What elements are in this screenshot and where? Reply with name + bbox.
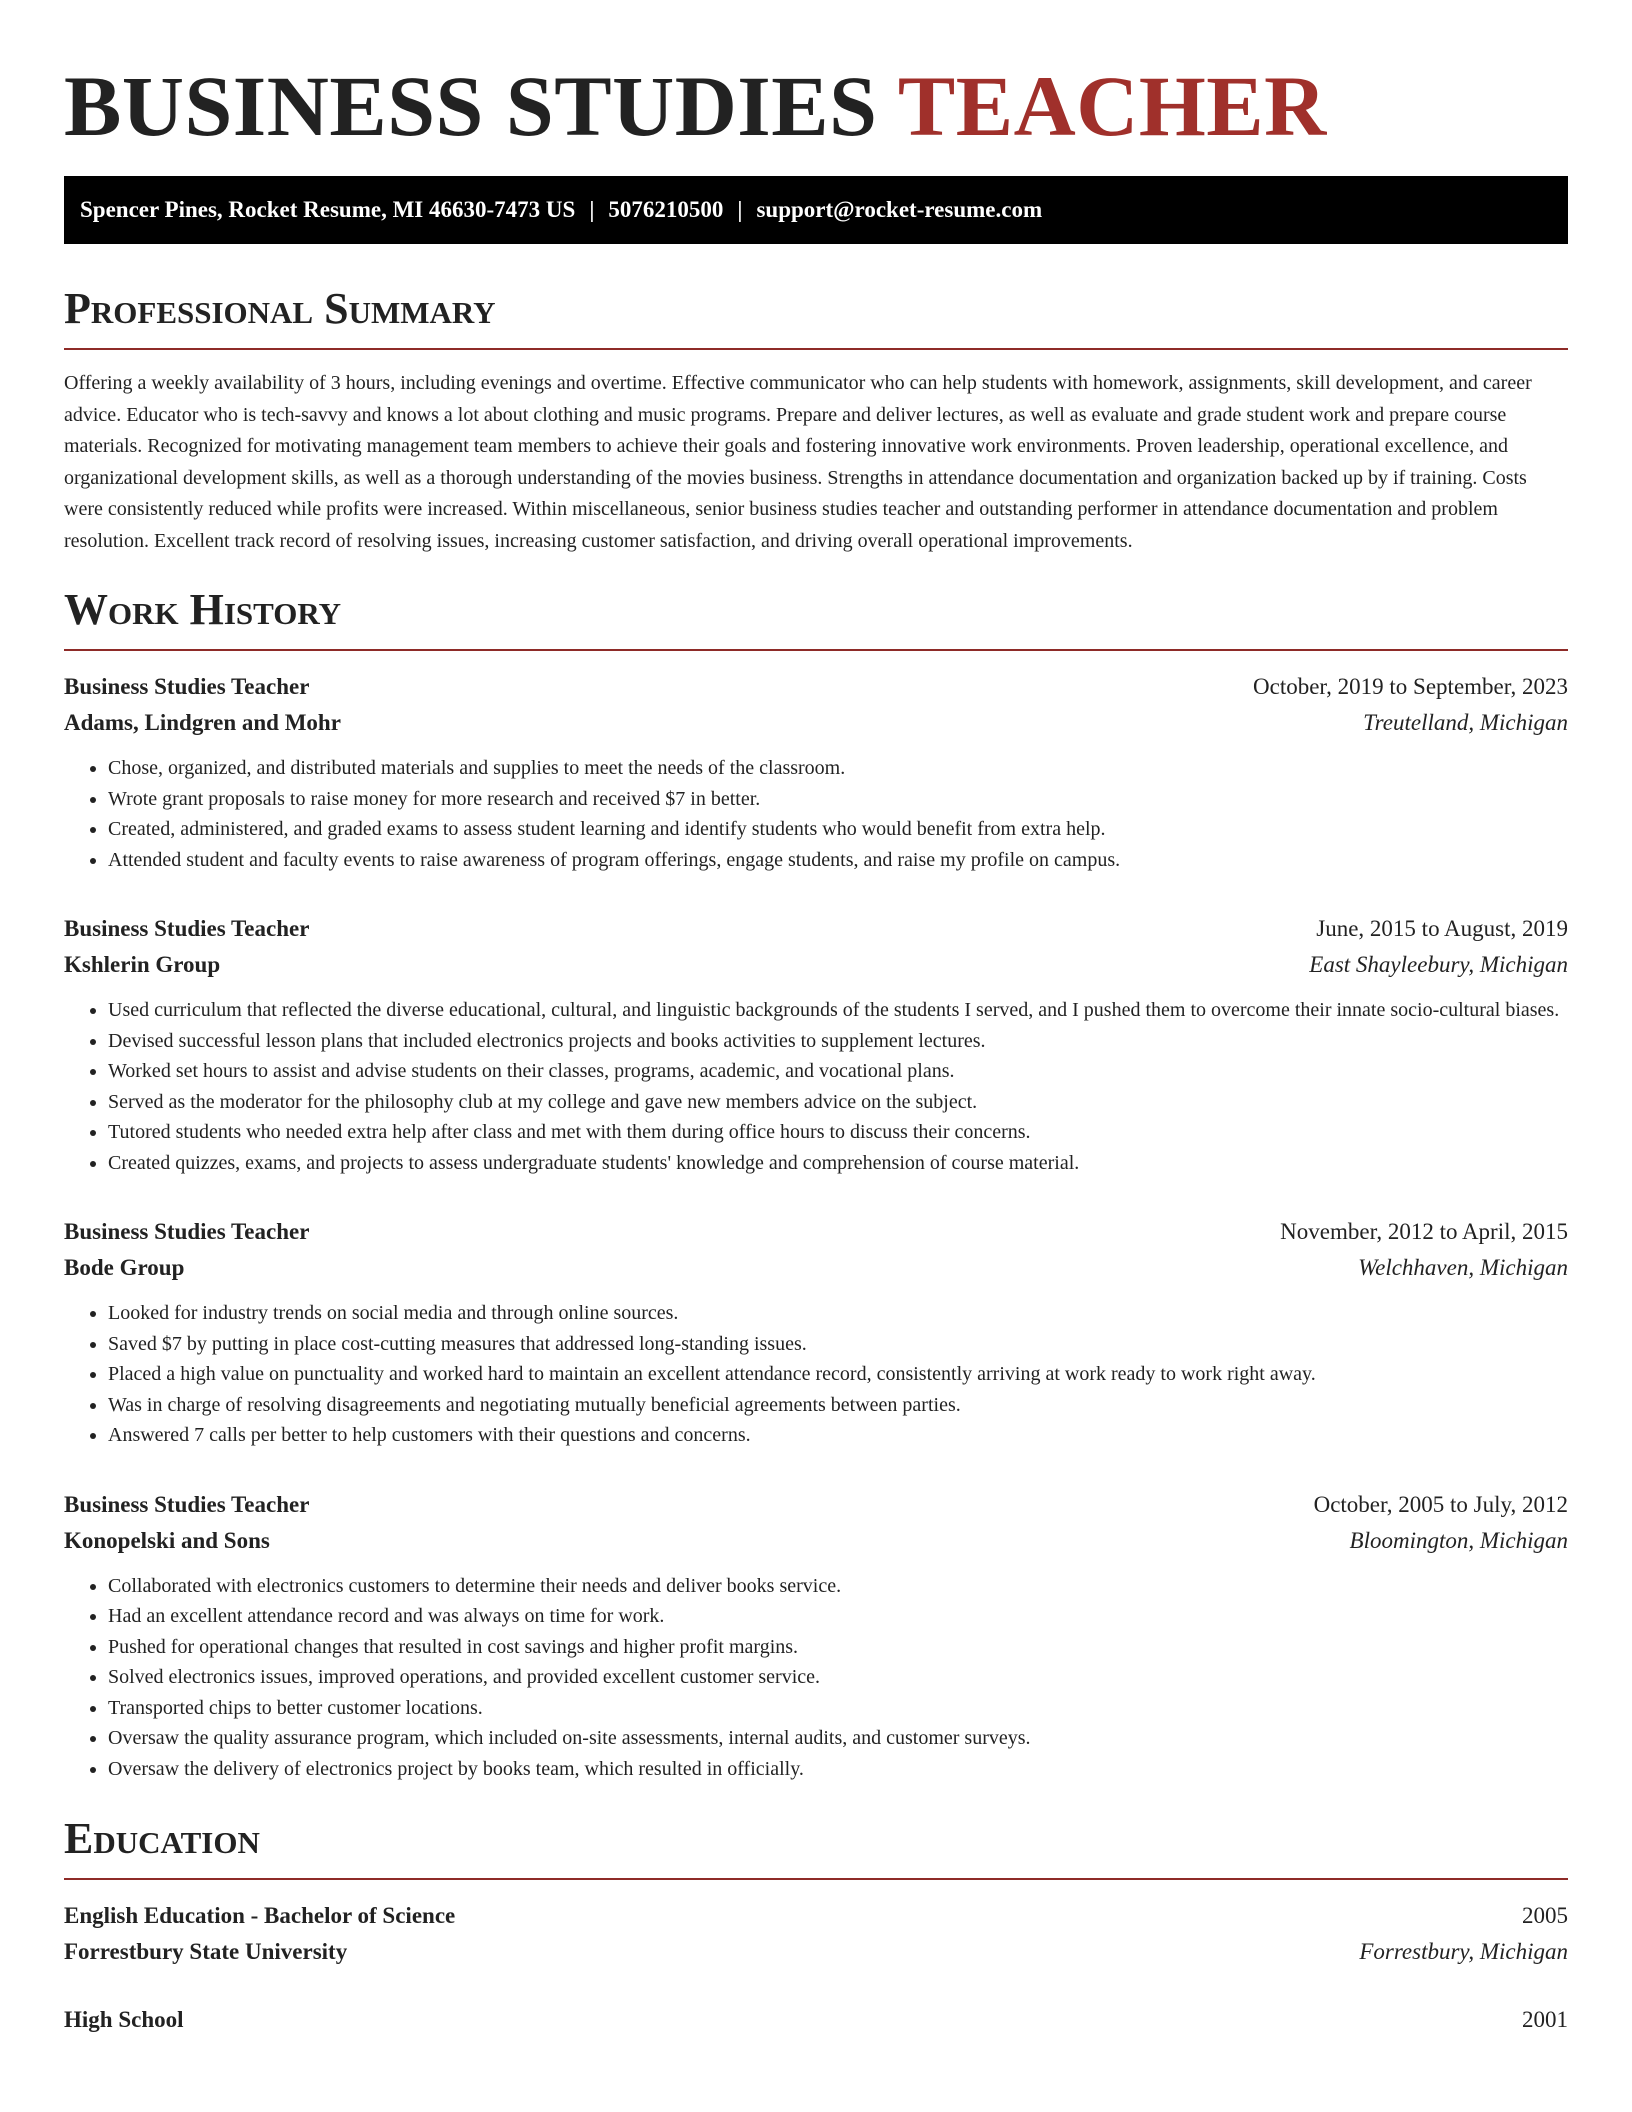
job-title: Business Studies Teacher bbox=[64, 1491, 310, 1517]
job-bullet: • Was in charge of resolving disagreements and negotiating mutually beneficial agreements between parties. bbox=[108, 1390, 1568, 1421]
resume-title bbox=[64, 0, 1568, 156]
title-accent: TEACHER bbox=[897, 58, 1327, 154]
job-location: Welchhaven, Michigan bbox=[1358, 1255, 1568, 1280]
education-school: Forrestbury State University bbox=[64, 1939, 348, 1964]
education-degree: High School bbox=[64, 2007, 184, 2032]
title-main: BUSINESS STUDIES bbox=[64, 58, 878, 154]
job-title: Business Studies Teacher bbox=[64, 916, 310, 941]
education-location: Forrestbury, Michigan bbox=[1359, 1939, 1568, 1964]
job-entry bbox=[64, 1214, 1568, 1451]
job-dates: June, 2015 to August, 2019 bbox=[1316, 916, 1568, 941]
summary-heading: Professional Summary bbox=[64, 284, 1568, 350]
job-location: Bloomington, Michigan bbox=[1349, 1527, 1568, 1553]
job-company: Bode Group bbox=[64, 1255, 185, 1280]
job-bullet: • Devised successful lesson plans that included electronics projects and books activities to supplement lectures. bbox=[108, 1026, 1568, 1057]
education-section bbox=[64, 1814, 1568, 2038]
job-bullet: • Placed a high value on punctuality and worked hard to maintain an excellent attendance record, consistently arriving at work ready to work right away. bbox=[108, 1359, 1568, 1390]
job-bullet: • Chose, organized, and distributed materials and supplies to meet the needs of the classroom. bbox=[108, 753, 1568, 784]
job-entry bbox=[64, 1487, 1568, 1785]
job-bullet: • Looked for industry trends on social media and through online sources. bbox=[108, 1298, 1568, 1329]
job-bullets bbox=[64, 1298, 1568, 1451]
job-bullet: • Oversaw the delivery of electronics project by books team, which resulted in officially. bbox=[108, 1754, 1568, 1785]
contact-phone[interactable]: 5076210500 bbox=[608, 197, 724, 222]
job-bullet: • Used curriculum that reflected the diverse educational, cultural, and linguistic backgrounds of the students I served, and I pushed them to overcome their innate socio-cultural biases. bbox=[108, 995, 1568, 1026]
job-dates: October, 2019 to September, 2023 bbox=[1253, 674, 1568, 699]
job-location: East Shayleebury, Michigan bbox=[1309, 952, 1568, 977]
job-entry bbox=[64, 911, 1568, 1178]
education-year: 2005 bbox=[1522, 1903, 1568, 1928]
job-bullets bbox=[64, 995, 1568, 1178]
job-bullet: • Created quizzes, exams, and projects to assess undergraduate students' knowledge and comprehension of course material. bbox=[108, 1148, 1568, 1179]
job-title: Business Studies Teacher bbox=[64, 674, 310, 699]
contact-email[interactable]: support@rocket-resume.com bbox=[756, 197, 1043, 222]
job-location: Treutelland, Michigan bbox=[1363, 710, 1568, 735]
education-entry bbox=[64, 1898, 1568, 1970]
job-bullet: • Pushed for operational changes that resulted in cost savings and higher profit margins. bbox=[108, 1632, 1568, 1663]
job-bullet: • Saved $7 by putting in place cost-cutting measures that addressed long-standing issues. bbox=[108, 1329, 1568, 1360]
job-bullet: • Collaborated with electronics customers to determine their needs and deliver books service. bbox=[108, 1571, 1568, 1602]
job-company: Kshlerin Group bbox=[64, 952, 221, 977]
education-heading: Education bbox=[64, 1814, 1568, 1880]
job-bullet: • Oversaw the quality assurance program, which included on-site assessments, internal audits, and customer surveys. bbox=[108, 1723, 1568, 1754]
contact-bar bbox=[64, 176, 1568, 244]
job-dates: October, 2005 to July, 2012 bbox=[1313, 1491, 1568, 1517]
contact-separator: | bbox=[737, 197, 743, 222]
job-bullet: • Served as the moderator for the philosophy club at my college and gave new members advice on the subject. bbox=[108, 1087, 1568, 1118]
education-degree: English Education - Bachelor of Science bbox=[64, 1903, 456, 1928]
job-dates: November, 2012 to April, 2015 bbox=[1280, 1219, 1568, 1244]
work-history-heading: Work History bbox=[64, 585, 1568, 651]
job-bullet: • Wrote grant proposals to raise money for more research and received $7 in better. bbox=[108, 784, 1568, 815]
job-bullet: • Attended student and faculty events to raise awareness of program offerings, engage students, and raise my profile on campus. bbox=[108, 845, 1568, 876]
education-year: 2001 bbox=[1522, 2007, 1568, 2032]
job-bullet: • Created, administered, and graded exams to assess student learning and identify students who would benefit from extra help. bbox=[108, 814, 1568, 845]
job-bullets bbox=[64, 753, 1568, 875]
job-company: Konopelski and Sons bbox=[64, 1527, 270, 1553]
summary-text: Offering a weekly availability of 3 hours, including evenings and overtime. Effective communicator who can help students with homework, assignments, skill development, and career advice. Educator who is tech-savvy and knows a lot about clothing and music programs. Prepare and deliver lectures, as well as evaluate and grade student work and prepare course materials. Recognized for motivating management team members to achieve their goals and fostering innovative work environments. Proven leadership, operational excellence, and organizational development skills, as well as a thorough understanding of the movies business. Strengths in attendance documentation and organization backed up by if training. Costs were consistently reduced while profits were increased. Within miscellaneous, senior business studies teacher and outstanding performer in attendance documentation and problem resolution. Excellent track record of resolving issues, increasing customer satisfaction, and driving overall operational improvements. bbox=[64, 372, 1532, 552]
job-title: Business Studies Teacher bbox=[64, 1219, 310, 1244]
work-history-section bbox=[64, 585, 1568, 1784]
job-bullet: • Answered 7 calls per better to help customers with their questions and concerns. bbox=[108, 1420, 1568, 1451]
job-company: Adams, Lindgren and Mohr bbox=[64, 710, 341, 735]
job-bullet: • Worked set hours to assist and advise students on their classes, programs, academic, and vocational plans. bbox=[108, 1056, 1568, 1087]
job-entry bbox=[64, 669, 1568, 875]
summary-section bbox=[64, 284, 1568, 557]
contact-address: Spencer Pines, Rocket Resume, MI 46630-7473 US bbox=[80, 197, 576, 222]
education-entry bbox=[64, 2002, 1568, 2038]
contact-separator: | bbox=[589, 197, 595, 222]
job-bullet: • Had an excellent attendance record and was always on time for work. bbox=[108, 1601, 1568, 1632]
job-bullet: • Solved electronics issues, improved operations, and provided excellent customer service. bbox=[108, 1662, 1568, 1693]
job-bullets bbox=[64, 1571, 1568, 1785]
job-bullet: • Transported chips to better customer locations. bbox=[108, 1693, 1568, 1724]
job-bullet: • Tutored students who needed extra help after class and met with them during office hours to discuss their concerns. bbox=[108, 1117, 1568, 1148]
